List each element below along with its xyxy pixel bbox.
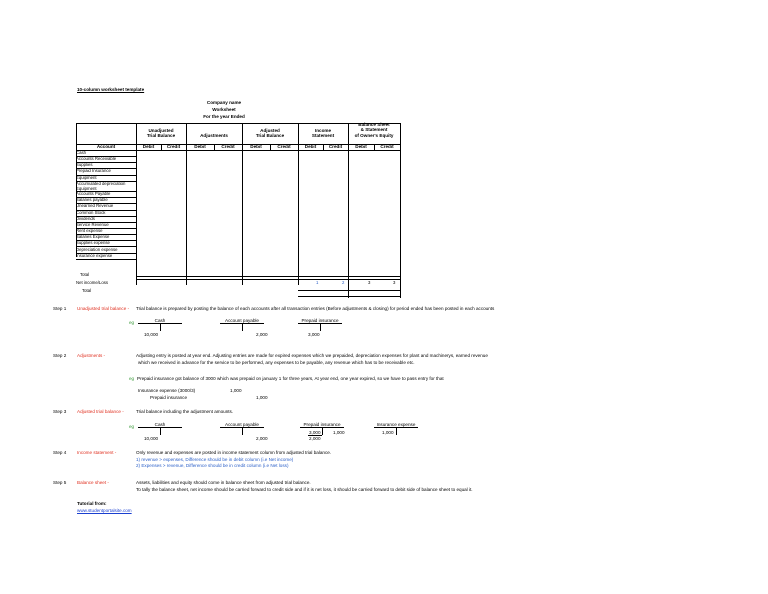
total-label: Total [80, 272, 90, 277]
net-income-label: Net income/Loss [76, 280, 109, 285]
debit-header-5: Debit [355, 144, 367, 149]
step-4-title: Income statement - [77, 450, 117, 455]
worksheet-label: Worksheet [212, 107, 236, 112]
debit-header-1: Debit [142, 144, 155, 149]
account-row: Common Stock [76, 210, 136, 217]
account-row: Accumulated depreciation Equipment [76, 181, 136, 192]
group-header-adjusted: Adjusted Trial Balance [255, 128, 285, 139]
journal-1-debit: 1,000 [230, 388, 242, 393]
credit-header-3: Credit [277, 144, 291, 149]
step-4-note-2: 2) Expenses > revenue, Difference should be in credit column (i.e Net loss) [136, 463, 289, 468]
tutorial-label: Tutorial from: [77, 501, 107, 506]
account-row: Accounts Payable [76, 191, 136, 198]
step-3-title: Adjusted trial balance - [77, 409, 124, 414]
group-header-income: Income Statement [311, 128, 335, 139]
account-row: Equipment [76, 175, 136, 182]
account-header: Account [96, 144, 116, 149]
debit-header-3: Debit [250, 144, 262, 149]
account-row: Depreciation expense [76, 247, 136, 254]
step-4-desc: Only revenue and expenses are posted in income statement column from adjusted trial balance. [136, 450, 332, 455]
net-marker-4: 3 [393, 280, 396, 285]
company-name: Company name [206, 100, 242, 105]
credit-header-1: Credit [166, 144, 181, 149]
step-3-desc: Trial balance including the adjustment amounts. [136, 409, 234, 414]
account-row: Unearned Revenue [76, 203, 136, 210]
step-2-example: Prepaid insurance got balance of 3000 which was prepaid on january 1 for three years, At year end, one year expired, so we have to pass entry for that [137, 376, 444, 381]
step-5-desc-1: Assets, liabilities and equity should come in balance sheet from adjusted trial balance. [136, 480, 311, 485]
journal-2-label: Prepaid insurance [150, 395, 188, 400]
step-1-num: Step 1 [53, 306, 67, 311]
account-row: Accounts Receivable [76, 156, 136, 163]
group-header-balance-sheet: Balance Sheet & Statement of Owner's Equity [354, 122, 394, 138]
debit-header-2: Debit [194, 144, 206, 149]
credit-header-2: Credit [221, 144, 235, 149]
step-5-title: Balance sheet - [77, 480, 109, 485]
credit-header-4: Credit [328, 144, 343, 149]
journal-2-credit: 1,000 [256, 395, 268, 400]
total2-label: Total [82, 288, 92, 293]
step-2-title: Adjustments - [77, 353, 106, 358]
account-row: Insurance expense [76, 253, 136, 260]
debit-header-4: Debit [304, 144, 317, 149]
step-4-num: Step 4 [53, 450, 67, 455]
step-1-title: Unadjusted trial balance - [77, 306, 130, 311]
account-row: Supplies expense [76, 240, 136, 247]
step-1-eg: eg [129, 320, 135, 325]
net-marker-3: 3 [368, 280, 371, 285]
net-marker-1: 1 [316, 280, 319, 285]
account-row: Rent expense [76, 228, 136, 235]
step-5-desc-2: To tally the balance sheet, net income should be carried forward to credit side and if it is net loss, it should be carried forward to debit side of balance sheet to equal it. [136, 487, 473, 492]
account-row: Supplies [76, 162, 136, 169]
account-row: Prepaid Insurance [76, 168, 136, 175]
step-3-eg: eg [129, 424, 135, 429]
group-header-adjustments: Adjustments [200, 133, 228, 139]
step-4-note-1: 1) revenue > expenses, Difference should be in debit column (i.e Net income) [136, 457, 294, 462]
account-row: Cash [76, 150, 136, 157]
account-row: Salaries payable [76, 197, 136, 204]
template-title: 10-column worksheet template [77, 87, 145, 92]
period-label: For the year Ended [203, 114, 245, 119]
account-row: Dividends [76, 216, 136, 223]
step-2-num: Step 2 [53, 353, 67, 358]
step-1-desc: Trial balance is prepared by posting the balance of each accounts after all transaction entries (Before adjustments & closing) for period ended has been posted in each accounts [136, 306, 495, 311]
credit-header-5: Credit [380, 144, 394, 149]
account-row: Service Revenue [76, 222, 136, 229]
step-5-num: Step 5 [53, 480, 67, 485]
account-row: Salaries Expense [76, 234, 136, 241]
group-header-unadjusted: Unadjusted Trial Balance [146, 128, 176, 139]
step-2-desc-2: which we received in advance for the service to be performed, any expenses to be payable, any revenue which has to be receivable etc. [138, 360, 415, 365]
step-3-num: Step 3 [53, 409, 67, 414]
step-2-eg: eg [129, 376, 135, 381]
step-2-desc-1: Adjusting entry is posted at year end. Adjusting entries are made for expired expenses which we prepaided, depreciation expenses for plant and machinerys, earned revenue [136, 353, 488, 358]
journal-1-label: Insurance expense (3000/3) [138, 388, 196, 393]
tutorial-link[interactable]: www.studentportalsite.com [77, 508, 132, 513]
net-marker-2: 2 [342, 280, 345, 285]
